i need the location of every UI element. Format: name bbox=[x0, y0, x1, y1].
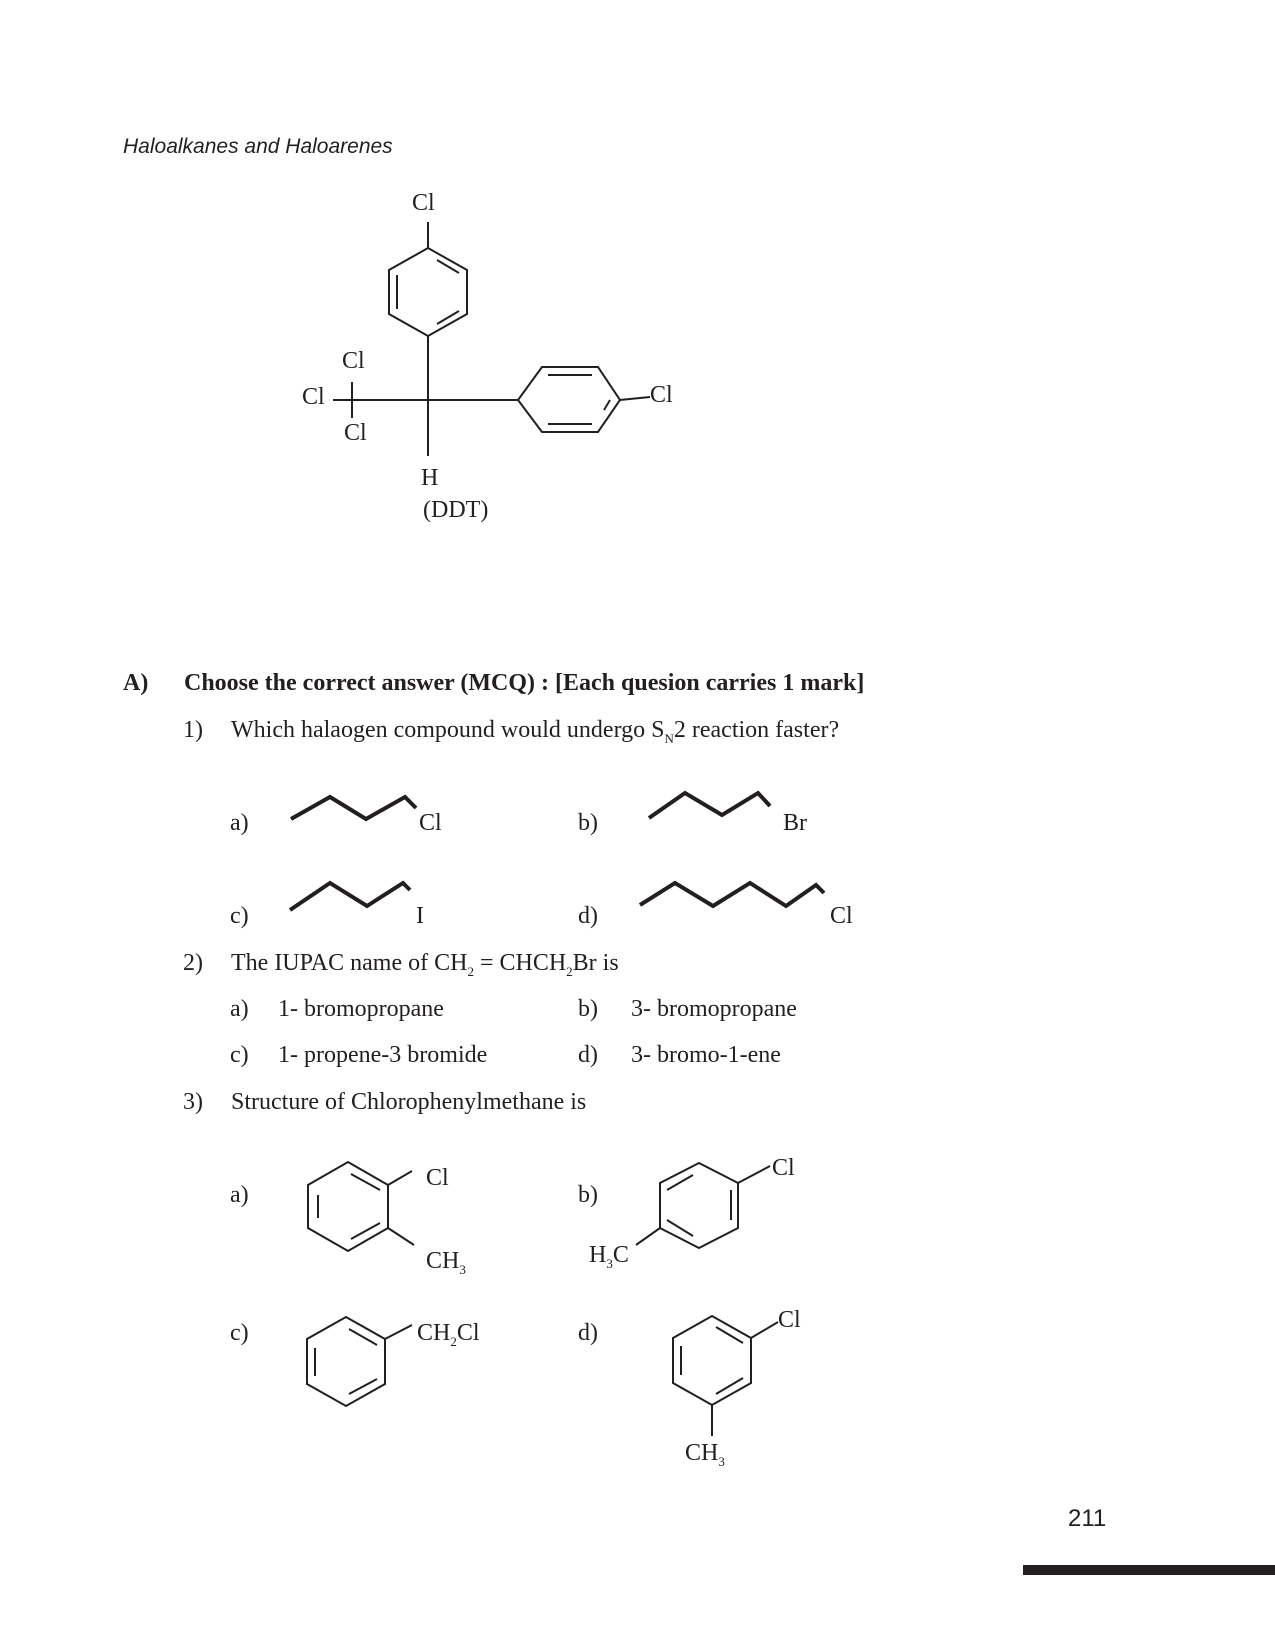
q1-option-a-label: a) bbox=[230, 810, 249, 836]
q3-option-a-cl: Cl bbox=[426, 1165, 449, 1191]
section-heading: Choose the correct answer (MCQ) : [Each quesion carries 1 mark] bbox=[184, 670, 865, 696]
q2-option-a-text: 1- bromopropane bbox=[278, 996, 444, 1022]
q3-option-a-label: a) bbox=[230, 1182, 249, 1208]
ddt-ccl3-cl-top: Cl bbox=[342, 348, 365, 374]
section-letter: A) bbox=[123, 670, 149, 696]
q2-option-b-label: b) bbox=[578, 996, 598, 1022]
q3-option-d-label: d) bbox=[578, 1320, 598, 1346]
ddt-caption: (DDT) bbox=[423, 497, 489, 523]
q2-option-d-text: 3- bromo-1-ene bbox=[631, 1042, 781, 1068]
q1-option-a-atom: Cl bbox=[419, 810, 442, 836]
q3-option-c-label: c) bbox=[230, 1320, 249, 1346]
q3-option-b-label: b) bbox=[578, 1182, 598, 1208]
q1-number: 1) bbox=[183, 717, 203, 743]
q3-option-a-ch3: $CH_3$ bbox=[426, 1248, 466, 1277]
q2-option-b-text: 3- bromopropane bbox=[631, 996, 797, 1022]
q1-option-b-atom: Br bbox=[783, 810, 807, 836]
q3-number: 3) bbox=[183, 1089, 203, 1115]
ddt-ccl3-cl-left: Cl bbox=[302, 384, 325, 410]
q1-option-b-label: b) bbox=[578, 810, 598, 836]
q3-rings bbox=[307, 1162, 778, 1436]
ddt-structure bbox=[333, 222, 650, 456]
q1-option-d-atom: Cl bbox=[830, 903, 853, 929]
q3-text: Structure of Chlorophenylmethane is bbox=[231, 1089, 587, 1115]
q3-option-c-ch2cl: $CH_2Cl$ bbox=[417, 1320, 480, 1349]
q1-option-c-atom: I bbox=[416, 903, 424, 929]
q3-option-b-h3c: $H_3C$ bbox=[589, 1242, 629, 1271]
q2-option-c-label: c) bbox=[230, 1042, 249, 1068]
running-header: Haloalkanes and Haloarenes bbox=[123, 135, 393, 158]
q1-text: Which halaogen compound would undergo $S_N2$ reaction faster? bbox=[231, 717, 840, 746]
q1-option-c-label: c) bbox=[230, 903, 249, 929]
q2-option-d-label: d) bbox=[578, 1042, 598, 1068]
q3-option-b-cl: Cl bbox=[772, 1155, 795, 1181]
q1-chains bbox=[290, 793, 824, 910]
q2-text: The IUPAC name of $CH_2$ = $CHCH_2Br$ is bbox=[231, 950, 619, 979]
q1-option-d-label: d) bbox=[578, 903, 598, 929]
ddt-cl-right: Cl bbox=[650, 382, 673, 408]
footer-rule bbox=[1023, 1565, 1275, 1575]
q2-number: 2) bbox=[183, 950, 203, 976]
ddt-ccl3-cl-bottom: Cl bbox=[344, 420, 367, 446]
ddt-h: H bbox=[421, 465, 439, 491]
q2-option-c-text: 1- propene-3 bromide bbox=[278, 1042, 488, 1068]
q3-option-d-ch3: $CH_3$ bbox=[685, 1440, 725, 1469]
q3-option-d-cl: Cl bbox=[778, 1307, 801, 1333]
q2-option-a-label: a) bbox=[230, 996, 249, 1022]
page-number: 211 bbox=[1068, 1505, 1107, 1532]
ddt-cl-top: Cl bbox=[412, 190, 435, 216]
